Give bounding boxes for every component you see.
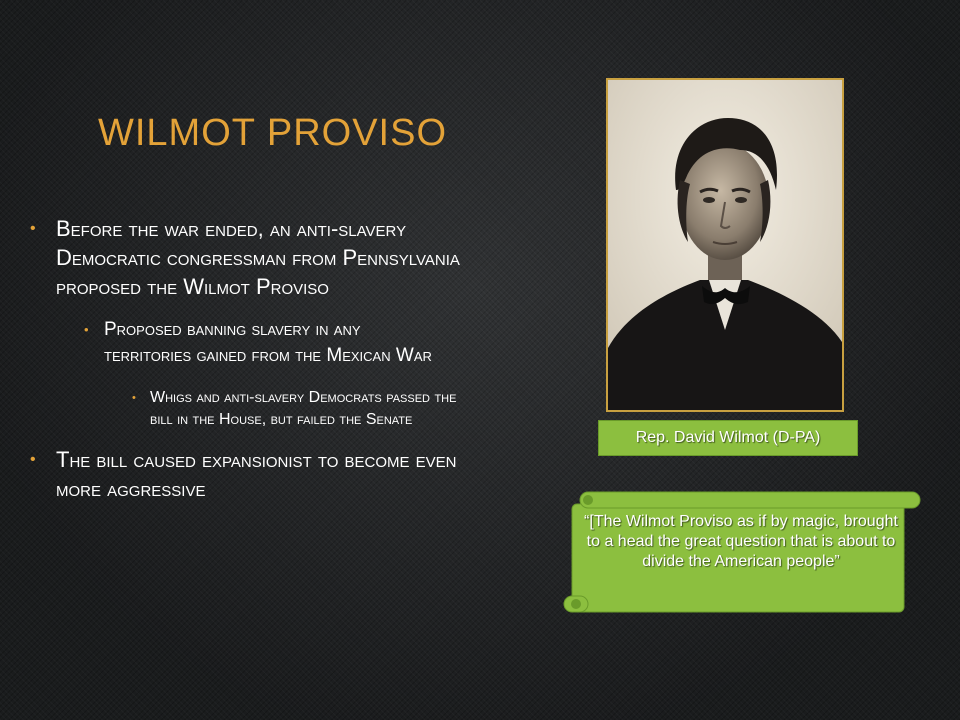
bullet-dot-icon: •: [30, 451, 36, 468]
slide-title: WILMOT PROVISO: [98, 112, 448, 154]
bullet-level-1: [30, 214, 480, 301]
bullet-list: [30, 214, 480, 519]
portrait-image: [606, 78, 844, 412]
bullet-dot-icon: •: [30, 220, 36, 237]
bullet-dot-icon: •: [84, 322, 89, 337]
bullet-text: Whigs and anti-slavery Democrats passed the bill in the House, but failed the Senate: [150, 389, 457, 428]
bullet-text: The bill caused expansionist to become even more aggressive: [56, 447, 457, 501]
bullet-level-3: [128, 387, 460, 431]
quote-text: “[The Wilmot Proviso as if by magic, brought to a head the great question that is about to divide the American people”: [584, 513, 898, 570]
bullet-level-1: [30, 445, 486, 503]
portrait-illustration: [608, 80, 842, 410]
bullet-level-2: [78, 317, 434, 369]
portrait-caption: Rep. David Wilmot (D-PA): [598, 420, 858, 456]
bullet-text: Proposed banning slavery in any territories gained from the Mexican War: [104, 319, 432, 366]
bullet-text: Before the war ended, an anti-slavery Democratic congressman from Pennsylvania proposed the Wilmot Proviso: [56, 216, 460, 299]
bullet-dot-icon: •: [132, 392, 136, 404]
